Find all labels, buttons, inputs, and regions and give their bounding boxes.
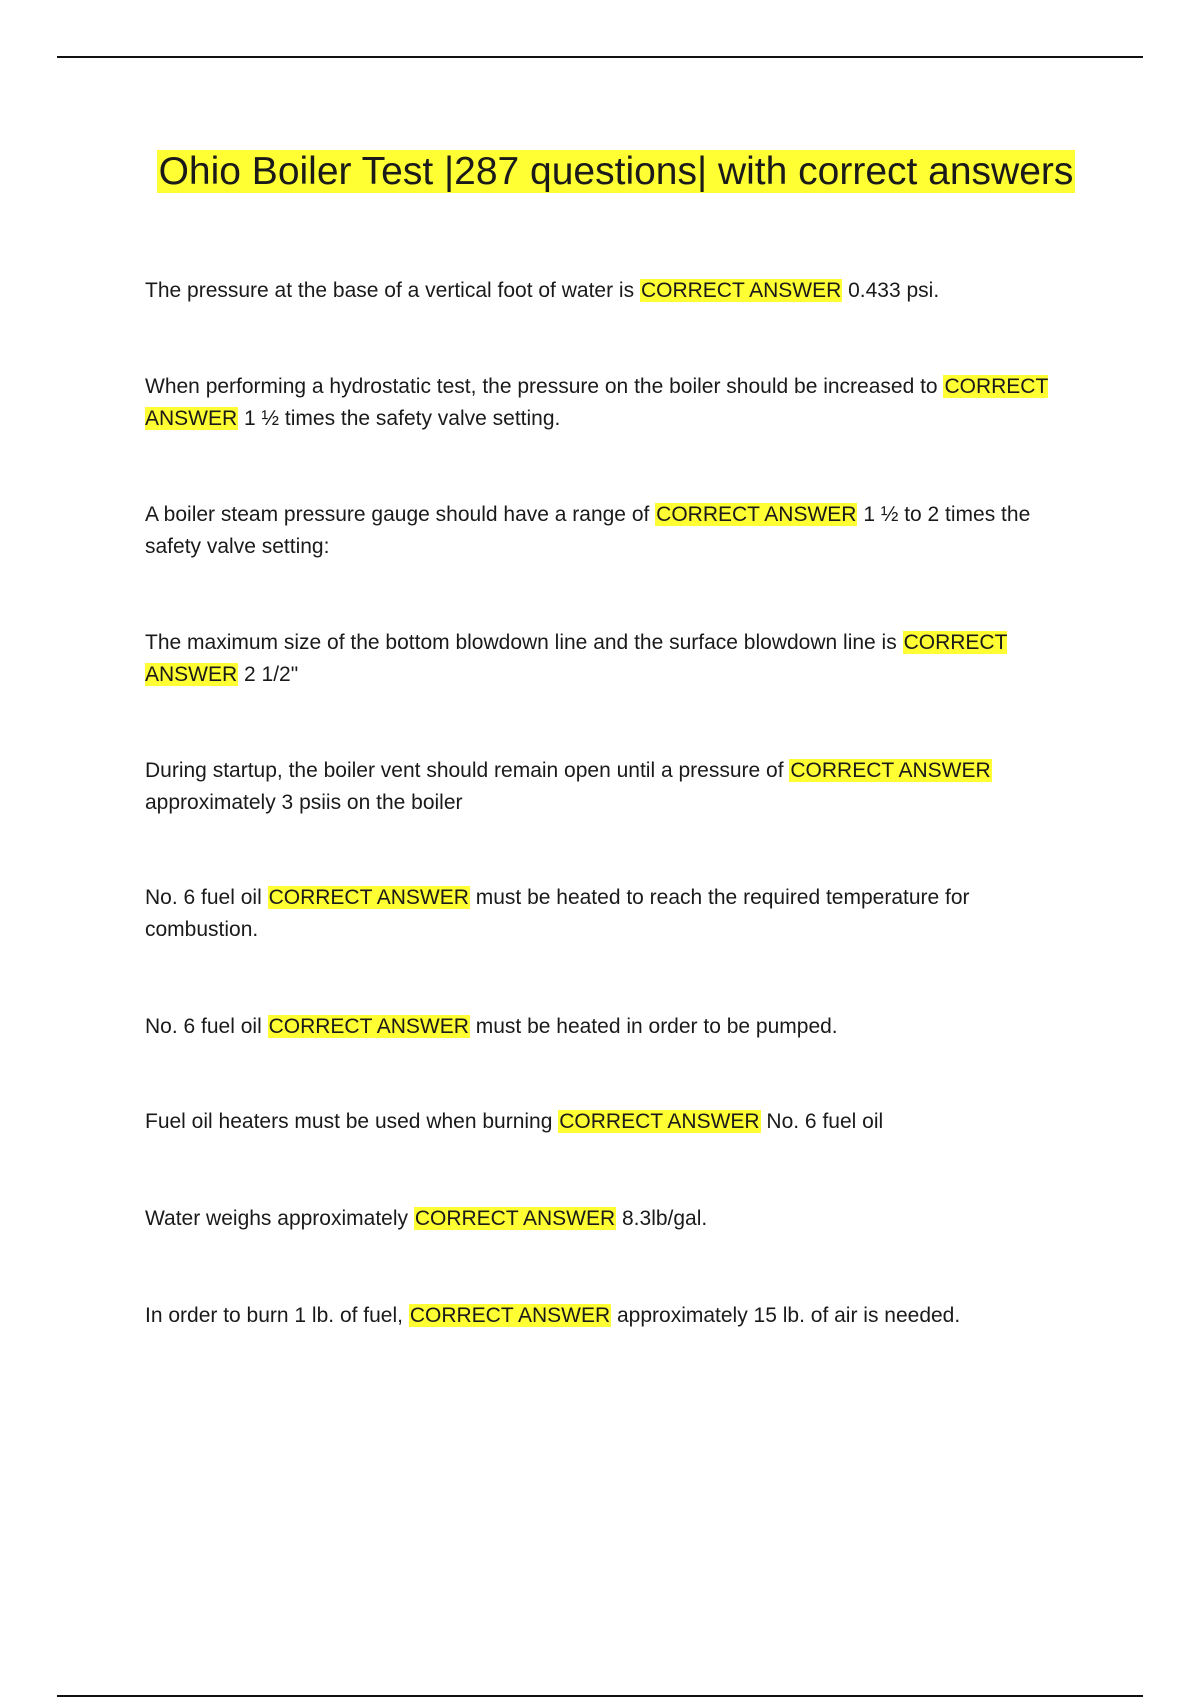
correct-answer-label: CORRECT ANSWER <box>268 886 469 909</box>
title-highlight: Ohio Boiler Test |287 questions| with correct answers <box>158 150 1074 193</box>
qa-item-3 <box>145 499 1065 563</box>
answer-text: approximately 3 psiis on the boiler <box>145 791 463 814</box>
correct-answer-label: CORRECT ANSWER <box>414 1207 616 1230</box>
correct-answer-label: CORRECT ANSWER <box>656 503 857 526</box>
qa-item-5 <box>145 755 1065 819</box>
qa-item-10 <box>145 1300 1065 1332</box>
answer-text: 8.3lb/gal. <box>622 1207 708 1230</box>
question-text: No. 6 fuel oil <box>145 886 262 909</box>
qa-item-9 <box>145 1203 1065 1235</box>
question-text: No. 6 fuel oil <box>145 1015 262 1038</box>
footer-rule <box>57 1695 1143 1697</box>
answer-text: must be heated to reach the required temperature for combustion. <box>145 886 970 941</box>
qa-item-6 <box>145 882 1065 946</box>
correct-answer-label: CORRECT ANSWER <box>790 759 991 782</box>
question-text: During startup, the boiler vent should remain open until a pressure of <box>145 759 784 782</box>
answer-text: must be heated in order to be pumped. <box>475 1015 838 1038</box>
question-text: The pressure at the base of a vertical foot of water is <box>145 279 635 302</box>
document-title <box>145 142 1087 201</box>
qa-item-1 <box>145 275 1065 307</box>
qa-item-4 <box>145 627 1065 691</box>
question-text: Fuel oil heaters must be used when burning <box>145 1110 553 1133</box>
question-text: In order to burn 1 lb. of fuel, <box>145 1304 403 1327</box>
answer-text: approximately 15 lb. of air is needed. <box>617 1304 961 1327</box>
question-text: A boiler steam pressure gauge should have a range of <box>145 503 650 526</box>
correct-answer-label: CORRECT ANSWER <box>640 279 842 302</box>
qa-item-8 <box>145 1106 1065 1138</box>
qa-item-7 <box>145 1011 1065 1043</box>
answer-text: No. 6 fuel oil <box>766 1110 884 1133</box>
correct-answer-label: CORRECT ANSWER <box>268 1015 469 1038</box>
header-rule <box>57 56 1143 58</box>
qa-item-2 <box>145 371 1065 435</box>
correct-answer-label: CORRECT ANSWER <box>409 1304 611 1327</box>
answer-text: 0.433 psi. <box>848 279 940 302</box>
question-text: The maximum size of the bottom blowdown line and the surface blowdown line is <box>145 631 897 654</box>
answer-text: 1 ½ to 2 times the safety valve setting: <box>145 503 1031 558</box>
correct-answer-label: CORRECT ANSWER <box>145 631 1008 686</box>
correct-answer-label: CORRECT ANSWER <box>559 1110 760 1133</box>
answer-text: 2 1/2" <box>244 663 299 686</box>
correct-answer-label: CORRECT ANSWER <box>145 375 1049 430</box>
question-text: When performing a hydrostatic test, the pressure on the boiler should be increased to <box>145 375 938 398</box>
answer-text: 1 ½ times the safety valve setting. <box>244 407 561 430</box>
question-text: Water weighs approximately <box>145 1207 408 1230</box>
